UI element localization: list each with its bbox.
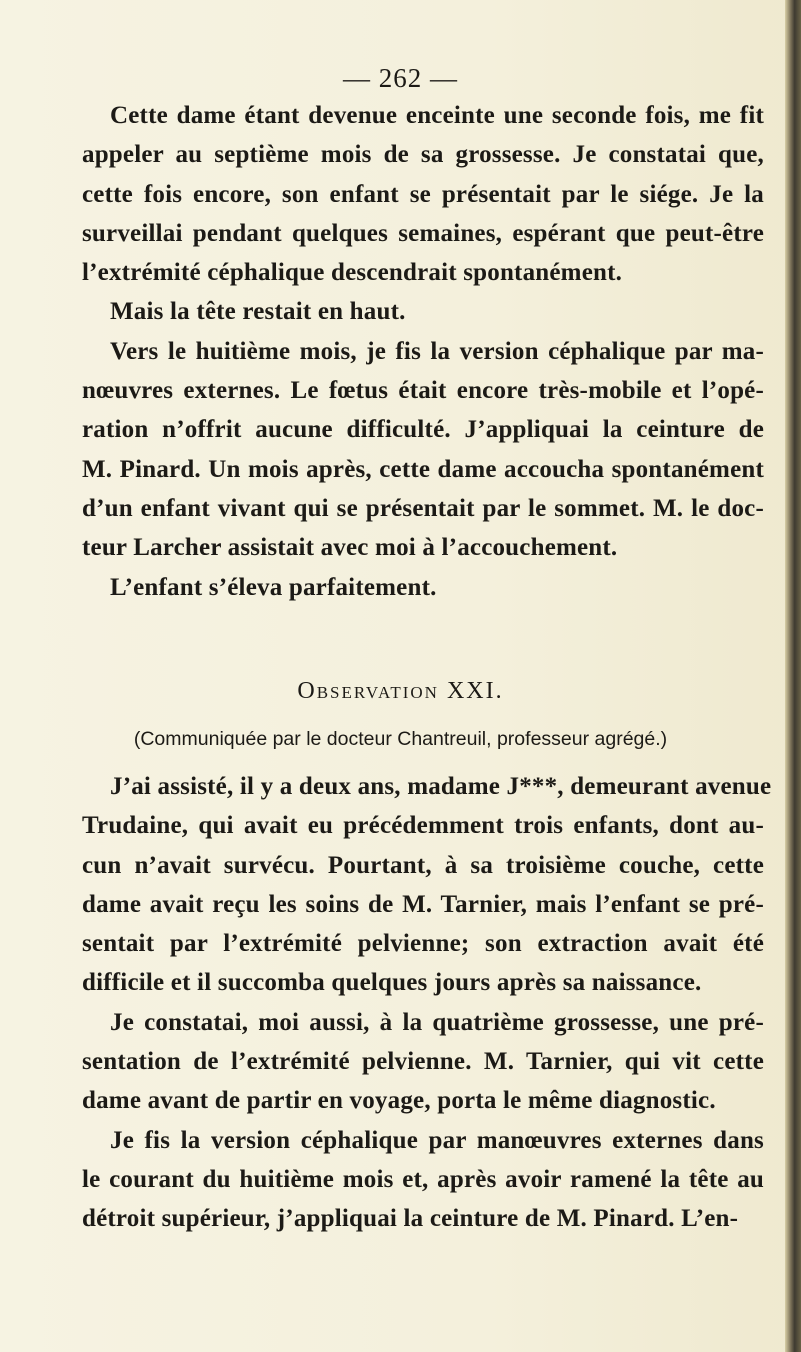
text-line: Cette dame étant devenue enceinte une seconde fois, me fit <box>110 102 764 129</box>
text-line: sentation de l’extrémité pelvienne. M. Tarnier, qui vit cette <box>82 1048 764 1076</box>
page-edge-shadow <box>785 0 801 1352</box>
paragraph <box>82 767 772 1003</box>
text-line: appeler au septième mois de sa grossesse. Je constatai que, <box>82 141 764 169</box>
text-line: L’enfant s’éleva parfaitement. <box>110 573 437 601</box>
text-line: le courant du huitième mois et, après avoir ramené la tête au <box>82 1165 764 1193</box>
text-line: Je constatai, moi aussi, à la quatrième grossesse, une pré- <box>110 1008 764 1036</box>
paragraph <box>82 96 764 292</box>
observation-heading: Observation XXI. <box>297 678 504 704</box>
text-line: l’extrémité céphalique descendrait spontanément. <box>82 259 623 287</box>
text-block-top <box>82 96 764 607</box>
text-line: nœuvres externes. Le fœtus était encore très-mobile et l’opé- <box>82 377 764 405</box>
text-line: détroit supérieur, j’appliquai la ceinture de M. Pinard. L’en- <box>82 1205 739 1233</box>
text-line: dame avant de partir en voyage, porta le même diagnostic. <box>82 1087 716 1115</box>
paragraph <box>82 292 764 331</box>
text-line: ration n’offrit aucune difficulté. J’appliquai la ceinture de <box>82 416 764 444</box>
paragraph <box>82 1003 764 1121</box>
text-line: Mais la tête restait en haut. <box>110 298 406 326</box>
text-line: sentait par l’extrémité pelvienne; son extraction avait été <box>82 930 764 958</box>
text-line: difficile et il succomba quelques jours après sa naissance. <box>82 969 702 997</box>
text-line: surveillai pendant quelques semaines, espérant que peut-être <box>82 219 764 247</box>
text-line: dame avait reçu les soins de M. Tarnier, mais l’enfant se pré- <box>82 890 764 918</box>
paragraph <box>82 568 764 607</box>
page-number: — 262 — <box>343 63 458 93</box>
paragraph <box>82 1121 764 1239</box>
text-block-bottom <box>82 767 772 1239</box>
text-line: cette fois encore, son enfant se présentait par le siége. Je la <box>82 180 764 208</box>
text-line: cun n’avait survécu. Pourtant, à sa troisième couche, cette <box>82 851 764 879</box>
observation-subheading: (Communiquée par le docteur Chantreuil, professeur agrégé.) <box>133 728 668 750</box>
paragraph <box>82 332 764 568</box>
text-line: Je fis la version céphalique par manœuvres externes dans <box>110 1126 764 1154</box>
text-line: M. Pinard. Un mois après, cette dame accoucha spontanément <box>82 455 764 483</box>
text-line: Trudaine, qui avait eu précédemment trois enfants, dont au- <box>82 812 764 840</box>
text-line: J’ai assisté, il y a deux ans, madame J***, demeurant avenue <box>110 773 772 800</box>
text-line: teur Larcher assistait avec moi à l’accouchement. <box>82 534 618 562</box>
text-line: d’un enfant vivant qui se présentait par le sommet. M. le doc- <box>82 494 764 522</box>
text-line: Vers le huitième mois, je fis la version céphalique par ma- <box>110 337 764 365</box>
